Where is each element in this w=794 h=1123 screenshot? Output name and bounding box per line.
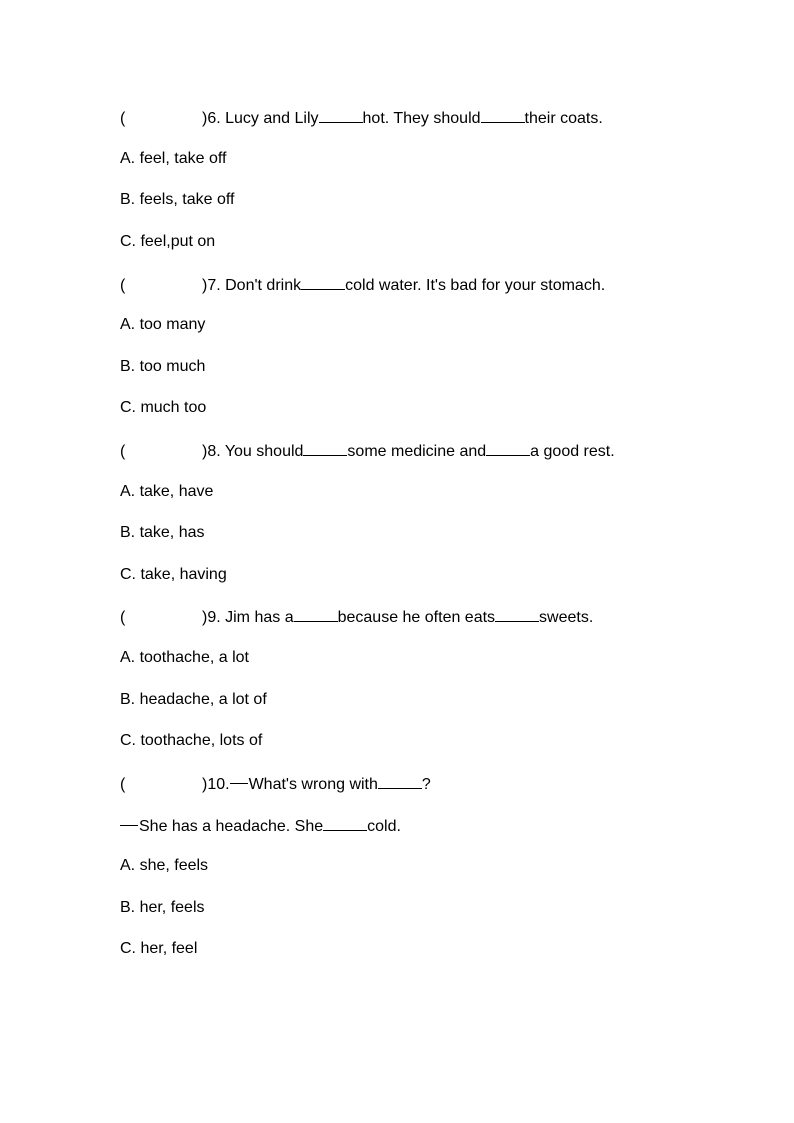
option-b: B. headache, a lot of xyxy=(120,691,267,708)
option-c: C. take, having xyxy=(120,566,227,583)
option-c: C. her, feel xyxy=(120,940,198,957)
stem-text: You should xyxy=(224,443,304,460)
stem-text: their coats. xyxy=(524,110,603,127)
stem-text: a good rest. xyxy=(530,443,615,460)
question-number: 8. xyxy=(207,443,221,460)
stem-text: ? xyxy=(421,776,431,793)
question-number: 6. xyxy=(207,110,221,127)
answer-paren-open: ( xyxy=(120,277,126,294)
stem-text: some medicine and xyxy=(347,443,487,460)
answer-blank xyxy=(303,440,347,456)
answer-blank xyxy=(486,440,530,456)
answer-paren-open: ( xyxy=(120,443,126,460)
answer-blank xyxy=(319,107,363,123)
answer-paren-close: ) xyxy=(202,609,208,626)
answer-paren-open: ( xyxy=(120,776,126,793)
option-a: A. too many xyxy=(120,316,206,333)
stem-text: Don't drink xyxy=(225,277,302,294)
answer-paren-close: ) xyxy=(202,110,208,127)
answer-blank xyxy=(495,606,539,622)
question-10-reply xyxy=(120,815,401,837)
answer-blank xyxy=(323,815,367,831)
option-c: C. toothache, lots of xyxy=(120,732,263,749)
question-number: 7. xyxy=(207,277,221,294)
option-a: A. feel, take off xyxy=(120,150,227,167)
reply-text: cold. xyxy=(367,818,401,835)
option-b: B. take, has xyxy=(120,524,205,541)
question-9-stem xyxy=(120,606,593,628)
answer-paren-close: ) xyxy=(202,443,208,460)
option-b: B. feels, take off xyxy=(120,191,235,208)
answer-blank xyxy=(294,606,338,622)
stem-text: Jim has a xyxy=(225,609,294,626)
option-b: B. her, feels xyxy=(120,899,205,916)
stem-text: because he often eats xyxy=(337,609,496,626)
question-number: 9. xyxy=(207,609,221,626)
answer-paren-open: ( xyxy=(120,110,126,127)
option-a: A. she, feels xyxy=(120,857,209,874)
stem-text: cold water. It's bad for your stomach. xyxy=(345,277,606,294)
reply-text: She has a headache. She xyxy=(139,818,324,835)
answer-blank xyxy=(378,773,422,789)
answer-paren-close: ) xyxy=(202,776,208,793)
dialogue-dash xyxy=(120,825,138,826)
question-7-stem xyxy=(120,274,605,296)
option-a: A. toothache, a lot xyxy=(120,649,249,666)
answer-blank xyxy=(481,107,525,123)
option-c: C. much too xyxy=(120,399,207,416)
dialogue-dash xyxy=(230,783,248,784)
question-8-stem xyxy=(120,440,615,462)
answer-paren-close: ) xyxy=(202,277,208,294)
stem-text: sweets. xyxy=(539,609,594,626)
option-b: B. too much xyxy=(120,358,206,375)
question-6-stem xyxy=(120,107,603,129)
stem-text: Lucy and Lily xyxy=(225,110,319,127)
answer-blank xyxy=(301,274,345,290)
option-a: A. take, have xyxy=(120,483,214,500)
answer-paren-open: ( xyxy=(120,609,126,626)
stem-text: hot. They should xyxy=(362,110,481,127)
stem-text: What's wrong with xyxy=(248,776,378,793)
question-10-stem xyxy=(120,773,431,795)
option-c: C. feel,put on xyxy=(120,233,216,250)
question-number: 10. xyxy=(207,776,230,793)
